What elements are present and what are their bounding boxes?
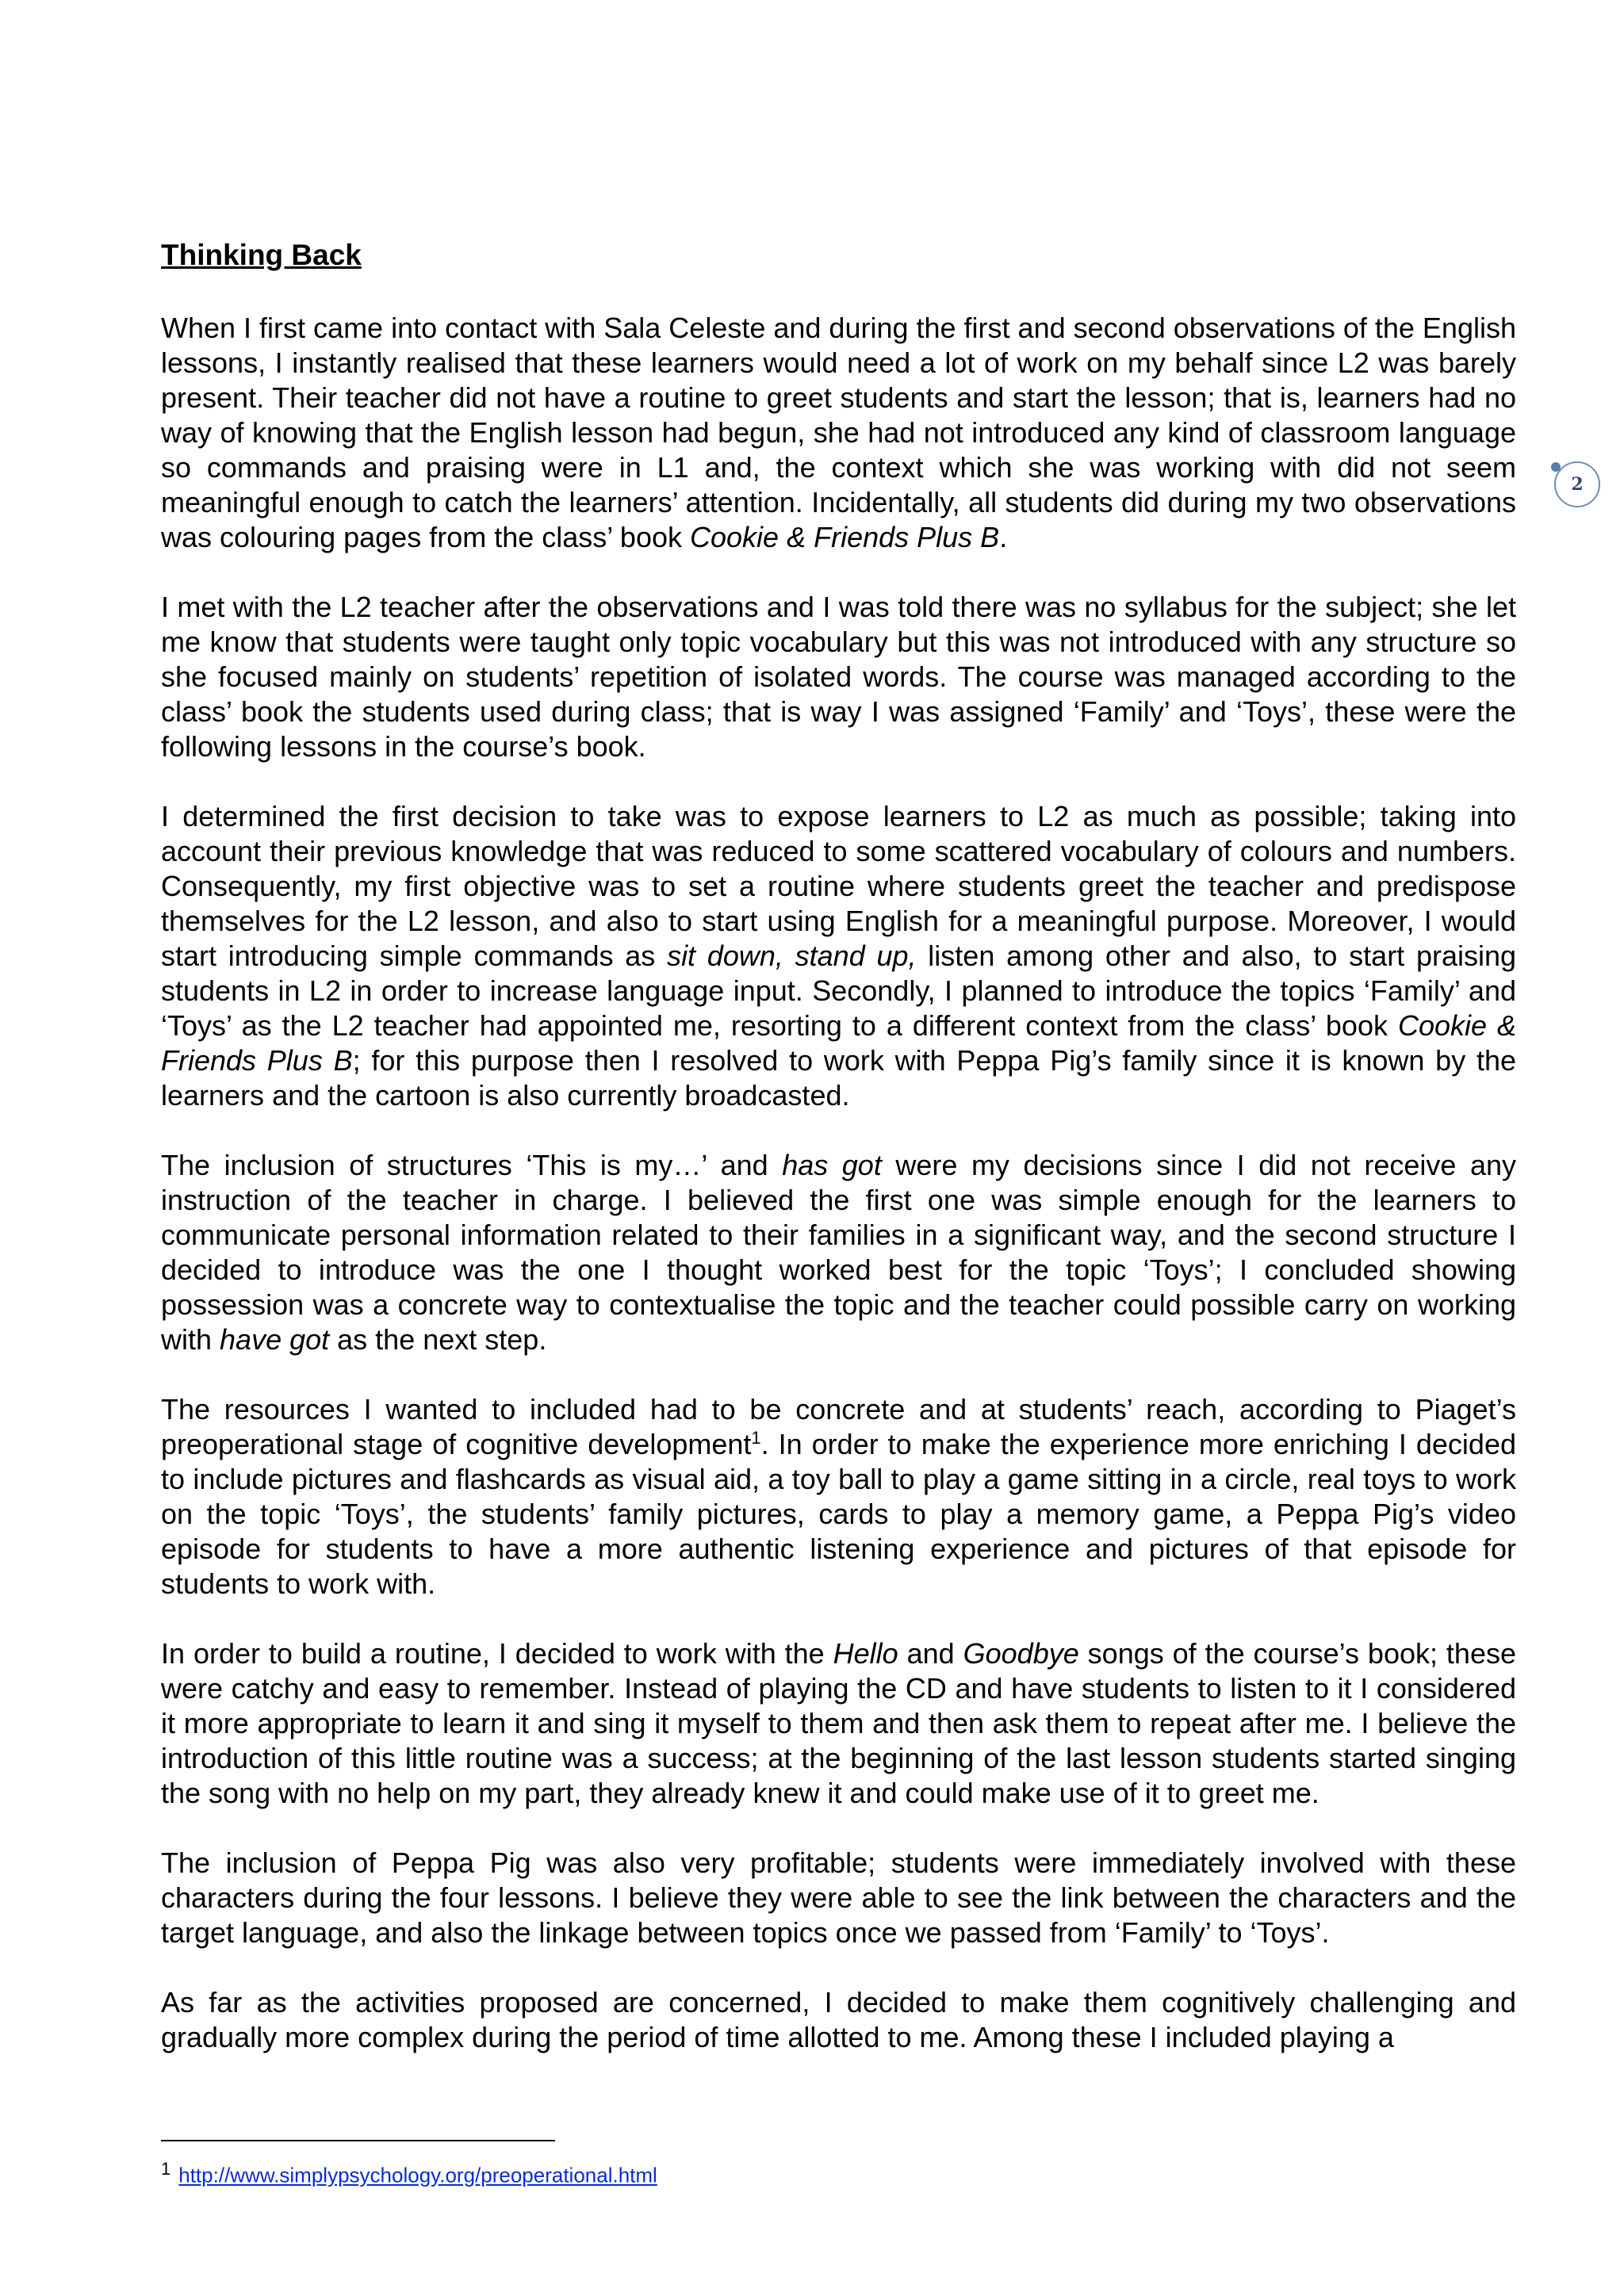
paragraph-5-text-b: . In order to make the experience more enriching I decided to include pictures and flashcards as visual aid, a toy ball to play a game sitting in a circle, real toys to work on the topic ‘Toys’, the students’ family pictures, cards to play a memory game, a Peppa Pig’s video episode for students to have a more authentic listening experience and pictures of that episode for students to work with. [161, 1428, 1516, 1600]
paragraph-8: As far as the activities proposed are concerned, I decided to make them cognitively challenging and gradually more complex during the period of time allotted to me. Among these I included playing a [161, 1986, 1516, 2053]
body-text [161, 232, 1516, 2090]
paragraph-3-text-c: ; for this purpose then I resolved to work with Peppa Pig’s family since it is known by the learners and the cartoon is also currently broadcasted. [161, 1044, 1516, 1112]
paragraph-5-text-a: The resources I wanted to included had to be concrete and at students’ reach, according to Piaget’s preoperational stage of cognitive development [161, 1393, 1516, 1460]
paragraph-5 [161, 1392, 1516, 1601]
book-title: Cookie & Friends Plus B [161, 1009, 1516, 1077]
paragraph-4-text-b: were my decisions since I did not receive any instruction of the teacher in charge. I believed the first one was simple enough for the learners to communicate personal information related to their families in a significant way, and the second structure I decided to introduce was the one I thought worked best for the topic ‘Toys’; I concluded showing possession was a concrete way to contextualise the topic and the teacher could possible carry on working with [161, 1149, 1517, 1356]
paragraph-6 [161, 1636, 1516, 1811]
paragraph-6-text-b: and [898, 1637, 963, 1670]
structure-have-got: have got [220, 1323, 330, 1356]
paragraph-6-text-c: songs of the course’s book; these were catchy and easy to remember. Instead of playing the CD and have students to listen to it I considered it more appropriate to learn it and sing it myself to them and then ask them to repeat after me. I believe the introduction of this little routine was a success; at the beginning of the last lesson students started singing the song with no help on my part, they already knew it and could make use of it to greet me. [161, 1637, 1516, 1809]
footnote-reference[interactable]: 1 [751, 1428, 761, 1448]
book-title: Cookie & Friends Plus B [690, 521, 1000, 553]
paragraph-2: I met with the L2 teacher after the observations and I was told there was no syllabus for the subject; she let me know that students were taught only topic vocabulary but this was not introduced with any structure so she focused mainly on students’ repetition of isolated words. The course was managed according to the class’ book the students used during class; that is way I was assigned ‘Family’ and ‘Toys’, these were the following lessons in the course’s book. [161, 591, 1516, 763]
paragraph-3-text-a: I determined the first decision to take was to expose learners to L2 as much as possible; taking into account their previous knowledge that was reduced to some scattered vocabulary of colours and numbers. Consequently, my first objective was to set a routine where students greet the teacher and predispose themselves for the L2 lesson, and also to start using English for a meaningful purpose. Moreover, I would start introducing simple commands as [161, 800, 1516, 972]
footnote [161, 2155, 657, 2190]
paragraph-1 [161, 311, 1516, 555]
footnote-number: 1 [161, 2159, 171, 2179]
commands-example: sit down, stand up, [667, 939, 917, 972]
paragraph-4-text-a: The inclusion of structures ‘This is my…’ and [161, 1149, 783, 1181]
footnote-divider [161, 2140, 555, 2141]
paragraph-4 [161, 1148, 1516, 1357]
footnote-link[interactable]: http://www.simplypsychology.org/preoperational.html [178, 2163, 657, 2187]
section-heading: Thinking Back [161, 239, 362, 271]
paragraph-1-end: . [999, 521, 1008, 553]
paragraph-6-text-a: In order to build a routine, I decided to work with the [161, 1637, 833, 1670]
paragraph-7: The inclusion of Peppa Pig was also very profitable; students were immediately involved with these characters during the four lessons. I believe they were able to see the link between the characters and the target language, and also the linkage between topics once we passed from ‘Family’ to ‘Toys’. [161, 1846, 1516, 1949]
page-number-badge: 2 [1554, 461, 1600, 507]
paragraph-4-text-c: as the next step. [329, 1323, 547, 1356]
paragraph-3 [161, 799, 1516, 1113]
song-goodbye: Goodbye [963, 1637, 1079, 1670]
paragraph-1-text: When I first came into contact with Sala Celeste and during the first and second observations of the English lessons, I instantly realised that these learners would need a lot of work on my behalf since L2 was barely present. Their teacher did not have a routine to greet students and start the lesson; that is, learners had no way of knowing that the English lesson had begun, she had not introduced any kind of classroom language so commands and praising were in L1 and, the context which she was working with did not seem meaningful enough to catch the learners’ attention. Incidentally, all students did during my two observations was colouring pages from the class’ book [161, 312, 1516, 553]
paragraph-3-text-b: listen among other and also, to start praising students in L2 in order to increase language input. Secondly, I planned to introduce the topics ‘Family’ and ‘Toys’ as the L2 teacher had appointed me, resorting to a different context from the class’ book [161, 939, 1517, 1042]
song-hello: Hello [833, 1637, 898, 1670]
structure-has-got: has got [782, 1149, 882, 1181]
